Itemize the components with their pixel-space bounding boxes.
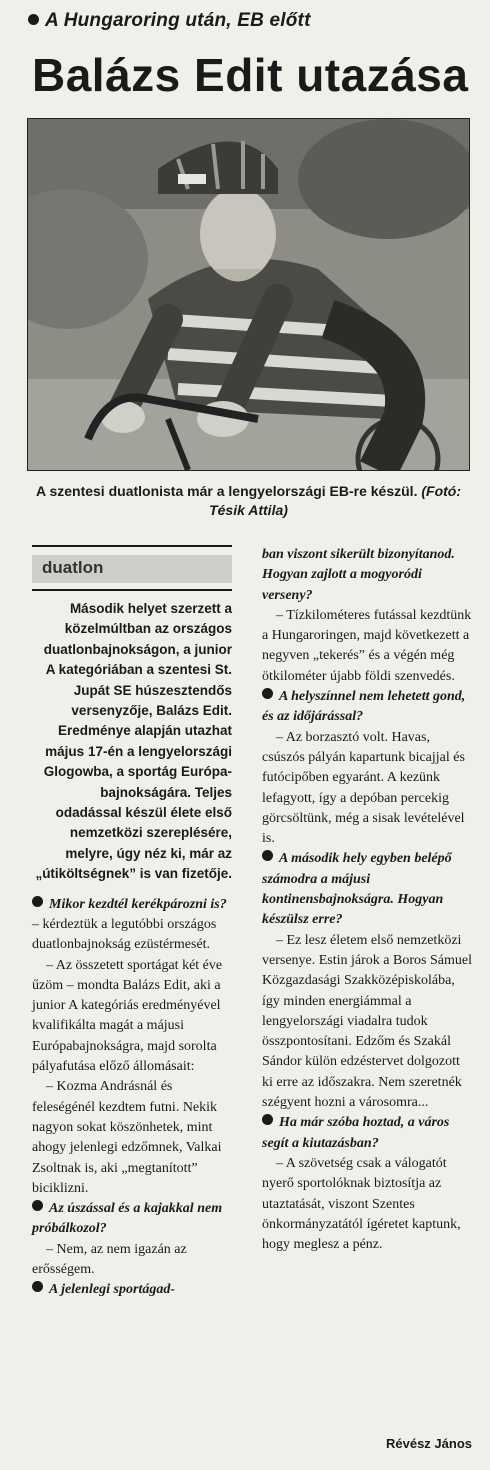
bullet-icon <box>28 14 39 25</box>
question-text: A második hely egyben belépő számodra a májusi kontinensbajnokságra. Hogyan készülsz erre? <box>262 851 452 928</box>
question-paragraph <box>32 895 232 956</box>
caption-text: A szentesi duatlonista már a lengyelországi EB-re készül. <box>35 483 418 499</box>
body-paragraph <box>262 728 472 850</box>
answer-text: – Ez lesz életem első nemzetközi versenye. Estin járok a Boros Sámuel Közgazdasági Szakközépiskolába, így minden energiámmal a lengyelországi viadalra tudok összpontosítani. Edzőm és Szakál Sándor külön edzéstervet dolgozott ki erre az időszakra. Nem szeretnék szégyent hozni a városomra... <box>262 932 472 1111</box>
body-paragraph <box>262 1154 472 1255</box>
answer-text: – Az összetett sportágat két éve űzöm – mondta Balázs Edit, aki a junior A kategóriás eredményével kvalifikálta magát a májusi Európabajnokságra, majd sorolta pályafutása előző állomásait: <box>32 957 223 1075</box>
photo-caption <box>27 482 470 520</box>
left-column <box>32 545 232 1301</box>
divider <box>32 545 232 547</box>
question-paragraph <box>32 1280 232 1300</box>
bullet-icon <box>262 850 273 861</box>
lead-paragraph: Második helyet szerzett a közelmúltban az országos duatlonbajnokságon, a junior A kategóriában a szentesi St. Jupát SE húszesztendős versenyzője, Balázs Edit. Eredménye alapján utazhat május 17-én a lengyelországi Glogowba, a sportág Európa-bajnokságára. Teljes odadással készül élete első nemzetközi szereplésére, melyre, úgy néz ki, már az „útiköltségnek” is van fizetője. <box>35 601 232 882</box>
body-paragraph <box>262 931 472 1114</box>
body-paragraph <box>32 1077 232 1199</box>
body-paragraph <box>32 1240 232 1281</box>
bullet-icon <box>32 1281 43 1292</box>
answer-text: – A szövetség csak a válogatót nyerő sportolóknak biztosítja az utaztatását, viszont Szentes önkormányzatától ígéretet kaptunk, hogy meglesz a pénz. <box>262 1155 461 1253</box>
right-column <box>262 545 472 1255</box>
question-paragraph <box>262 1113 472 1154</box>
left-body-text <box>32 895 232 1301</box>
question-text: A helyszínnel nem lehetett gond, és az időjárással? <box>262 689 466 725</box>
answer-text: – Az borzasztó volt. Havas, csúszós pályán kapartunk bicajjal és futócipőben egyaránt. A kezünk lefagyott, így a depóban percekig görcsöltünk, még a sisak levételével is. <box>262 729 465 847</box>
caption-credit: (Fotó: Tésik Attila) <box>209 483 462 518</box>
bullet-icon <box>32 896 43 907</box>
section-tag-label: duatlon <box>42 558 104 577</box>
body-paragraph <box>262 606 472 687</box>
answer-text: – Nem, az nem igazán az erősségem. <box>32 1241 187 1278</box>
cyclist-illustration <box>28 119 469 470</box>
answer-text: – Kozma Andrásnál és feleségénél kezdtem futni. Nekik nagyon sokat köszönhetek, mint ahogy jelenlegi edzőmnek, Valkai Zsoltnak is, aki „megtanított” biciklizni. <box>32 1079 222 1196</box>
question-paragraph <box>32 1199 232 1240</box>
kicker <box>28 10 478 32</box>
bullet-icon <box>262 1114 273 1125</box>
question-paragraph <box>262 849 472 930</box>
question-text: Mikor kezdtél kerékpározni is? <box>49 896 227 912</box>
bullet-icon <box>32 1200 43 1211</box>
bullet-icon <box>262 688 273 699</box>
section-tag <box>32 555 232 583</box>
body-paragraph <box>32 956 232 1078</box>
question-text: Az úszással és a kajakkal nem próbálkozol? <box>32 1201 223 1237</box>
right-body-text <box>262 545 472 1255</box>
question-paragraph <box>262 687 472 728</box>
answer-text: – Tízkilométeres futással kezdtünk a Hungaroringen, majd következett a negyven „tekerés” és a végén még ötkilométer újabb földi szenvedés. <box>262 607 472 684</box>
byline: Révész János <box>386 1436 472 1451</box>
answer-text: – kérdeztük a legutóbbi országos duatlonbajnokság ezüstérmesét. <box>32 916 217 953</box>
question-paragraph <box>262 545 472 606</box>
question-text: Ha már szóba hoztad, a város segít a kiutazásban? <box>262 1115 450 1151</box>
cyclist-photo <box>27 118 470 471</box>
kicker-text: A Hungaroring után, EB előtt <box>45 10 311 31</box>
question-text: A jelenlegi sportágad- <box>49 1282 175 1298</box>
divider <box>32 589 232 591</box>
headline: Balázs Edit utazása <box>32 49 469 101</box>
question-text: ban viszont sikerült bizonyítanod. Hogyan zajlott a mogyoródi verseny? <box>262 547 455 603</box>
